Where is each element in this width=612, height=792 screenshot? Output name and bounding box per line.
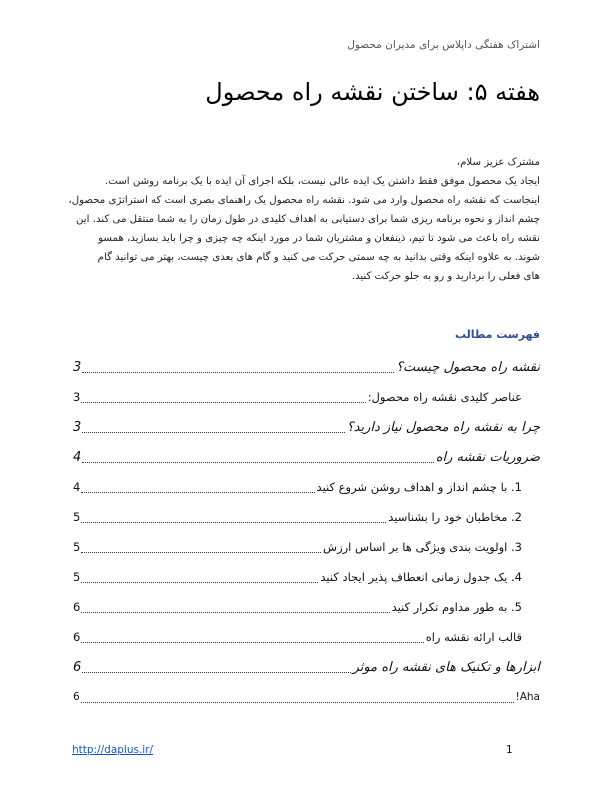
header-note: اشتراک هفتگی داپلاس برای مدیران محصول bbox=[347, 39, 540, 51]
toc-entry[interactable] bbox=[73, 412, 540, 442]
intro-line: مشترک عزیز سلام، bbox=[456, 157, 540, 168]
toc-entry-page: 5 bbox=[73, 510, 81, 524]
toc-entry[interactable] bbox=[73, 532, 540, 562]
toc-dot-leader bbox=[81, 551, 321, 553]
toc-entry-page: 5 bbox=[73, 570, 81, 584]
footer-page-number: 1 bbox=[506, 744, 513, 756]
toc-entry-label: قالب ارائه نقشه راه bbox=[425, 630, 522, 644]
page-title: هفته ۵: ساختن نقشه راه محصول bbox=[205, 78, 540, 106]
toc-entry-label: 1. با چشم انداز و اهداف روشن شروع کنید bbox=[316, 480, 522, 494]
toc-entry-page: 5 bbox=[73, 540, 81, 554]
toc-entry[interactable] bbox=[73, 562, 540, 592]
toc-entry-label: ضروریات نقشه راه bbox=[435, 449, 540, 465]
toc-dot-leader bbox=[82, 431, 344, 433]
toc-entry[interactable] bbox=[73, 382, 540, 412]
toc-entry-label: 4. یک جدول زمانی انعطاف پذیر ایجاد کنید bbox=[320, 570, 522, 584]
toc-entry-label: 2. مخاطبان خود را بشناسید bbox=[388, 510, 522, 524]
intro-line: شوند. به علاوه اینکه وقتی بدانید به چه سمتی حرکت می کنید و گام های بعدی چیست، بهتر می توانید گام bbox=[97, 252, 540, 263]
toc-entry[interactable] bbox=[73, 622, 540, 652]
toc-dot-leader bbox=[82, 461, 433, 463]
toc-entry-page: 6 bbox=[73, 630, 81, 644]
toc-entry-label: چرا به نقشه راه محصول نیاز دارید؟ bbox=[346, 419, 540, 435]
toc-entry-page: 6 bbox=[73, 691, 80, 703]
intro-line: چشم انداز و نحوه برنامه ریزی شما برای دستیابی به اهداف کلیدی در طول زمان را به شما منتقل می کند. این bbox=[76, 214, 540, 225]
footer-website-link[interactable]: http://daplus.ir/ bbox=[72, 744, 154, 756]
toc-entry-label: 3. اولویت بندی ویژگی ها بر اساس ارزش bbox=[323, 540, 522, 554]
toc-entry-page: 6 bbox=[73, 659, 82, 675]
intro-line: ایجاد یک محصول موفق فقط داشتن یک ایده عالی نیست، بلکه اجرای آن ایده با یک برنامه روشن است. bbox=[105, 176, 540, 187]
toc-entry-page: 3 bbox=[73, 419, 82, 435]
toc-entry[interactable] bbox=[73, 592, 540, 622]
toc-entry-page: 4 bbox=[73, 480, 81, 494]
intro-paragraph bbox=[62, 153, 540, 286]
intro-line: نقشه راه باعث می شود تا تیم، ذینفعان و مشتریان شما در مورد اینکه چه چیزی و چرا باید بسازید، همسو bbox=[98, 233, 540, 244]
toc-entry[interactable] bbox=[73, 442, 540, 472]
toc-entry-page: 3 bbox=[73, 359, 82, 375]
toc-entry-label: 5. به طور مداوم تکرار کنید bbox=[391, 600, 522, 614]
toc-entry[interactable] bbox=[73, 472, 540, 502]
toc-entry-page: 4 bbox=[73, 449, 82, 465]
toc-entry[interactable] bbox=[73, 652, 540, 682]
toc-dot-leader bbox=[81, 701, 514, 703]
toc-dot-leader bbox=[81, 401, 365, 403]
toc-dot-leader bbox=[81, 521, 386, 523]
toc-dot-leader bbox=[82, 671, 350, 673]
toc-heading: فهرست مطالب bbox=[454, 328, 540, 341]
toc-entry[interactable] bbox=[73, 352, 540, 382]
toc-entry-page: 6 bbox=[73, 600, 81, 614]
toc-dot-leader bbox=[81, 641, 423, 643]
toc-dot-leader bbox=[81, 491, 314, 493]
toc-entry-page: 3 bbox=[73, 390, 81, 404]
toc-entry-label: ابزارها و تکنیک های نقشه راه موثر bbox=[352, 659, 540, 675]
toc-dot-leader bbox=[81, 611, 389, 613]
table-of-contents bbox=[73, 352, 540, 712]
toc-entry-label: نقشه راه محصول چیست؟ bbox=[396, 359, 540, 375]
intro-line: اینجاست که نقشه راه محصول وارد می شود. نقشه راه محصول یک راهنمای بصری است که استراتژی محصول، bbox=[68, 195, 540, 206]
toc-entry-label: عناصر کلیدی نقشه راه محصول: bbox=[367, 390, 522, 404]
toc-entry[interactable] bbox=[73, 682, 540, 712]
intro-line: های فعلی را بردارید و رو به جلو حرکت کنید. bbox=[351, 271, 540, 282]
toc-entry-label: Aha! bbox=[515, 691, 540, 703]
toc-dot-leader bbox=[81, 581, 318, 583]
toc-entry[interactable] bbox=[73, 502, 540, 532]
toc-dot-leader bbox=[82, 371, 394, 373]
